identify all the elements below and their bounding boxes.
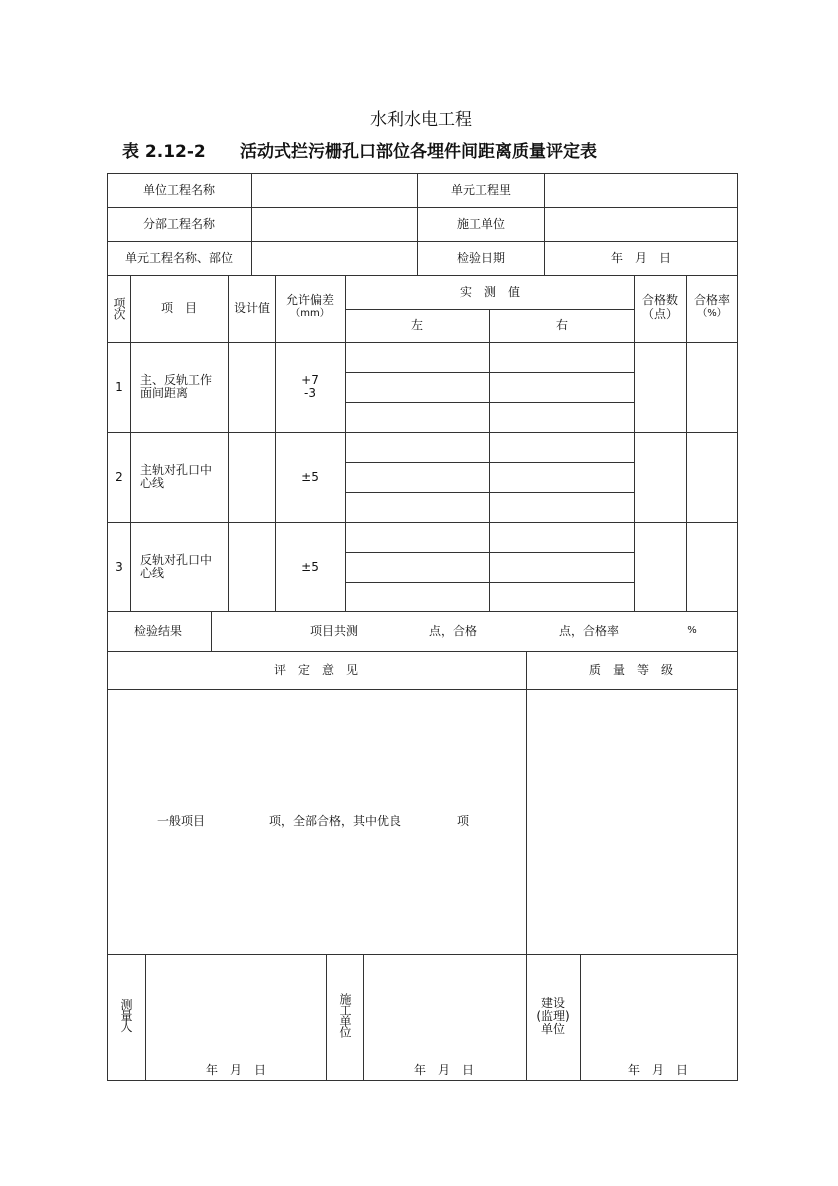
row-tolerance-2: -3	[304, 386, 316, 400]
general-items-unit: 项	[456, 814, 470, 828]
col-design: 设计值	[233, 301, 271, 315]
date-label: 检验日期	[456, 251, 506, 265]
row-item-cont: 心线	[140, 566, 165, 580]
col-no: 项次	[112, 297, 126, 319]
supervisor-label-3: 单位	[540, 1022, 566, 1036]
row-tolerance: ±5	[301, 560, 319, 574]
contractor-sign-label: 施工单位	[338, 993, 352, 1037]
opinion-label: 评 定 意 见	[273, 663, 359, 677]
col-pass-count: 合格数	[641, 293, 679, 307]
form-title: 活动式拦污栅孔口部位各埋件间距离质量评定表	[240, 142, 597, 162]
row-item-cont: 面间距离	[140, 386, 189, 400]
row-item-cont: 心线	[140, 476, 165, 490]
grade-label: 质 量 等 级	[588, 663, 674, 677]
col-measured: 实 测 值	[459, 285, 521, 299]
row-no: 1	[115, 380, 123, 394]
org-heading: 水利水电工程	[370, 110, 472, 130]
element-label: 单元工程名称、部位	[124, 251, 234, 265]
contractor-label: 施工单位	[456, 217, 506, 231]
surveyor-label: 测量人	[119, 998, 133, 1032]
supervisor-label-2: (监理)	[536, 1009, 570, 1023]
date-value[interactable]: 年 月 日	[610, 251, 672, 265]
col-pass-rate: 合格率	[693, 293, 731, 307]
col-pass-count-unit: （点）	[641, 307, 679, 321]
col-item: 项 目	[160, 301, 198, 315]
unit-project-label: 单位工程名称	[142, 183, 216, 197]
result-rate: 点，合格率	[558, 624, 620, 638]
table-number: 表 2.12-2	[122, 142, 206, 162]
row-item: 主、反轨工作	[140, 373, 213, 387]
general-items: 一般项目	[156, 814, 206, 828]
supervisor-label: 建设	[540, 996, 566, 1010]
result-percent: %	[687, 625, 697, 636]
unit-quantity-label: 单元工程里	[450, 183, 512, 197]
row-tolerance: +7	[301, 373, 319, 387]
result-total: 项目共测	[309, 624, 359, 638]
row-tolerance: ±5	[301, 470, 319, 484]
col-right: 右	[555, 318, 569, 332]
row-item: 反轨对孔口中	[140, 553, 213, 567]
supervisor-date[interactable]: 年 月 日	[627, 1063, 689, 1077]
col-pass-rate-unit: （%）	[697, 308, 727, 319]
contractor-date[interactable]: 年 月 日	[413, 1063, 475, 1077]
col-tolerance-unit: （mm）	[290, 308, 330, 319]
row-item: 主轨对孔口中	[140, 463, 213, 477]
result-pass: 点，合格	[428, 624, 478, 638]
row-no: 3	[115, 560, 123, 574]
col-left: 左	[410, 318, 424, 332]
result-label: 检验结果	[133, 624, 183, 638]
general-items-pass: 项，全部合格，其中优良	[268, 814, 402, 828]
surveyor-date[interactable]: 年 月 日	[205, 1063, 267, 1077]
row-no: 2	[115, 470, 123, 484]
division-label: 分部工程名称	[142, 217, 216, 231]
col-tolerance: 允许偏差	[285, 293, 335, 307]
